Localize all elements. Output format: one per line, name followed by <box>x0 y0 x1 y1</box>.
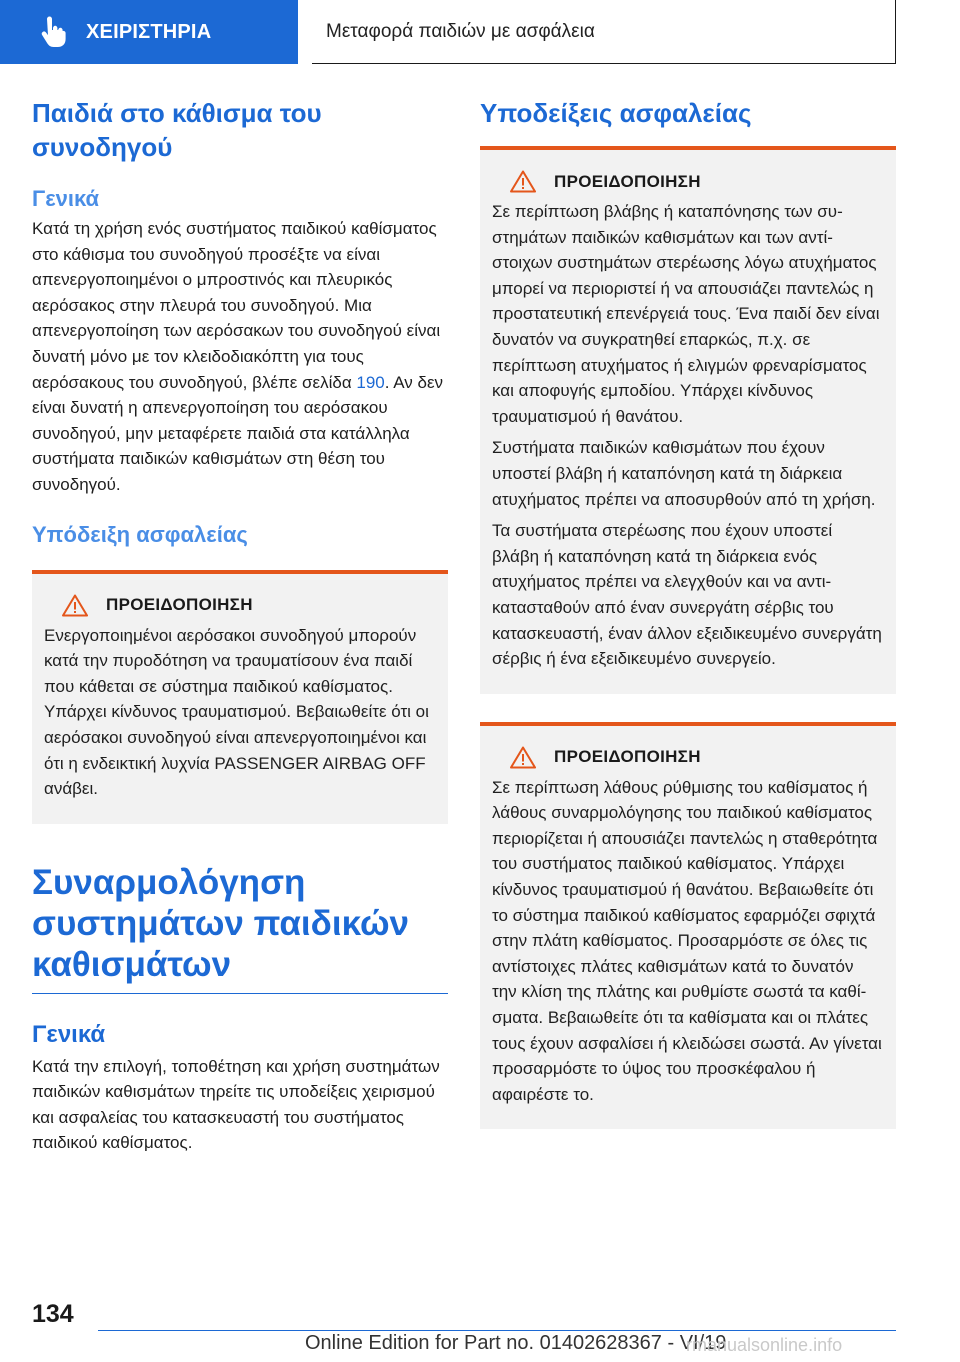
safety-heading: Υπόδειξη ασφαλείας <box>32 521 248 547</box>
chapter-tab[interactable] <box>0 0 298 64</box>
warning-title: ΠΡΟΕΙΔΟΠΟΙΗΣΗ <box>554 171 701 191</box>
warning-header <box>44 594 434 617</box>
section-title-child-passenger-seat: Παιδιά στο κάθισμα του συνοδηγού <box>32 98 322 162</box>
warning-paragraph-2: Συστήματα παιδικών καθισμάτων που έχουν υποστεί βλάβη ή καταπόνηση κατά τη διάρκεια ατυχήματος πρέπει να αποσυρθούν από τη χρήση. <box>492 438 876 509</box>
assembly-paragraph: Κατά την επιλογή, τοποθέτηση και χρήση συστημάτων παιδικών καθισμάτων τηρείτε τις υποδείξεις χειρισμού και ασφαλείας του κατασκευαστή του συστήματος παιδικού καθίσματος. <box>32 1056 440 1153</box>
general-heading: Γενικά <box>32 186 100 211</box>
warning-header <box>492 746 882 769</box>
chapter-tab-label: ΧΕΙΡΙΣΤΗΡΙΑ <box>86 20 212 43</box>
warning-title: ΠΡΟΕΙΔΟΠΟΙΗΣΗ <box>554 747 701 767</box>
warning-header <box>492 170 882 193</box>
warning-box-damage <box>480 146 896 694</box>
warning-box-adjustment <box>480 722 896 1130</box>
general-text-part1: Κατά τη χρήση ενός συστήματος παιδικού καθίσματος στο κάθισμα του συνοδηγού προσέξτε να είναι απενεργοποιημένοι ο μπροστινός και πλευρικός αερόσακος στην πλευρά του συνοδηγού. Μια απενεργοποίηση των αερόσακων του συνοδηγού είναι δυνατή μόνο με τον κλειδοδιακόπτη για τους αερόσακους του συνοδηγού, βλέπε σελίδα <box>32 219 441 392</box>
assembly-general-heading: Γενικά <box>32 1020 106 1048</box>
edition-note: Online Edition for Part no. 01402628367 - VI/19 <box>305 1332 727 1354</box>
warning-triangle-icon <box>62 594 88 617</box>
left-column <box>32 96 448 1156</box>
warning-paragraph-3: Τα συστήματα στερέωσης που έχουν υποστεί βλάβη ή καταπόνηση κατά τη διάρκεια ενός ατυχήματος πρέπει να ελεγχθούν και να αντικατασταθούν από έναν συνεργάτη σέρβις του κατασκευαστή, έναν άλλον εξειδικευμένο συνεργάτη σέρβις ή ένα εξειδικευμένο συνεργείο. <box>492 521 882 669</box>
footer-divider <box>98 1330 896 1331</box>
warning-text: Ενεργοποιημένοι αερόσακοι συνοδηγού μπορούν κατά την πυροδότηση να τραυματίσουν ένα παιδί που κάθεται σε σύστημα παιδικού καθίσματος. Υπάρχει κίνδυνος τραυματισμού. Βεβαιωθείτε ότι οι αερόσακοι συνοδηγού είναι απενεργοποιημένοι και ότι η ενδεικτική λυχνία PASSENGER AIRBAG OFF ανάβει. <box>44 625 429 799</box>
general-text-part2: . Αν δεν είναι δυνατή η απενεργοποίηση του αερόσακου συνοδηγού, μην μεταφέρετε παιδιά στα κατάλληλα συστήματα παιδικών καθισμάτων στη θέση του συνοδηγού. <box>32 372 444 494</box>
warning-paragraph-1: Σε περίπτωση βλάβης ή καταπόνησης των συστημάτων παιδικών καθισμάτων και των αντίστοιχων συστημάτων στερέωσης λόγω ατυχήματος μπορεί να περιοριστεί ή να απουσιάζει παντελώς η προστατευτική επενέργειά τους. Ένα παιδί δεν είναι δυνατόν να συγκρατηθεί επαρκώς, π.χ. σε περίπτωση ατυχήματος ή ελιγμών φρεναρίσματος και αποφυγής εμποδίου. Υπάρχει κίνδυνος τραυματισμού ή θανάτου. <box>492 202 880 426</box>
warning-triangle-icon <box>510 170 536 193</box>
page-number: 134 <box>32 1300 74 1328</box>
warning-triangle-icon <box>510 746 536 769</box>
general-paragraph <box>32 216 448 498</box>
section-title-assembly: Συναρμολόγηση συστημάτων παιδικών καθισμάτων <box>32 862 448 994</box>
section-title-safety-notes: Υποδείξεις ασφαλείας <box>480 98 752 128</box>
warning-paragraph-1: Σε περίπτωση λάθους ρύθμισης του καθίσματος ή λάθους συναρμολόγησης του παιδικού καθίσματος περιορίζεται ή απουσιάζει παντελώς η σταθερότητα του συστήματος παιδικού καθίσματος. Υπάρχει κίνδυνος τραυματισμού ή θανάτου. Βεβαιωθείτε ότι το σύστημα παιδικού καθίσματος εφαρμόζει σφιχτά στην πλάτη καθίσματος. Προσαρμόστε σε όλες τις αντίστοιχες πλάτες καθισμάτων κατά το δυνατόν την κλίση της πλάτης και ρυθμίστε σωστά τα καθίσματα. Βεβαιωθείτε ότι τα καθίσματα και οι πλάτες τους έχουν ασφαλίσει ή κλειδώσει σωστά. Αν γίνεται προσαρμόστε το ύψος του προσκέφαλου ή αφαιρέστε το. <box>492 777 882 1104</box>
page-link-190[interactable]: 190 <box>356 372 385 392</box>
hand-pointer-icon <box>38 16 66 48</box>
warning-title: ΠΡΟΕΙΔΟΠΟΙΗΣΗ <box>106 595 253 615</box>
watermark: rmanualsonline.info <box>686 1335 843 1355</box>
warning-box-airbag <box>32 570 448 824</box>
right-column <box>480 96 896 1129</box>
chapter-title: Μεταφορά παιδιών με ασφάλεια <box>312 0 896 64</box>
